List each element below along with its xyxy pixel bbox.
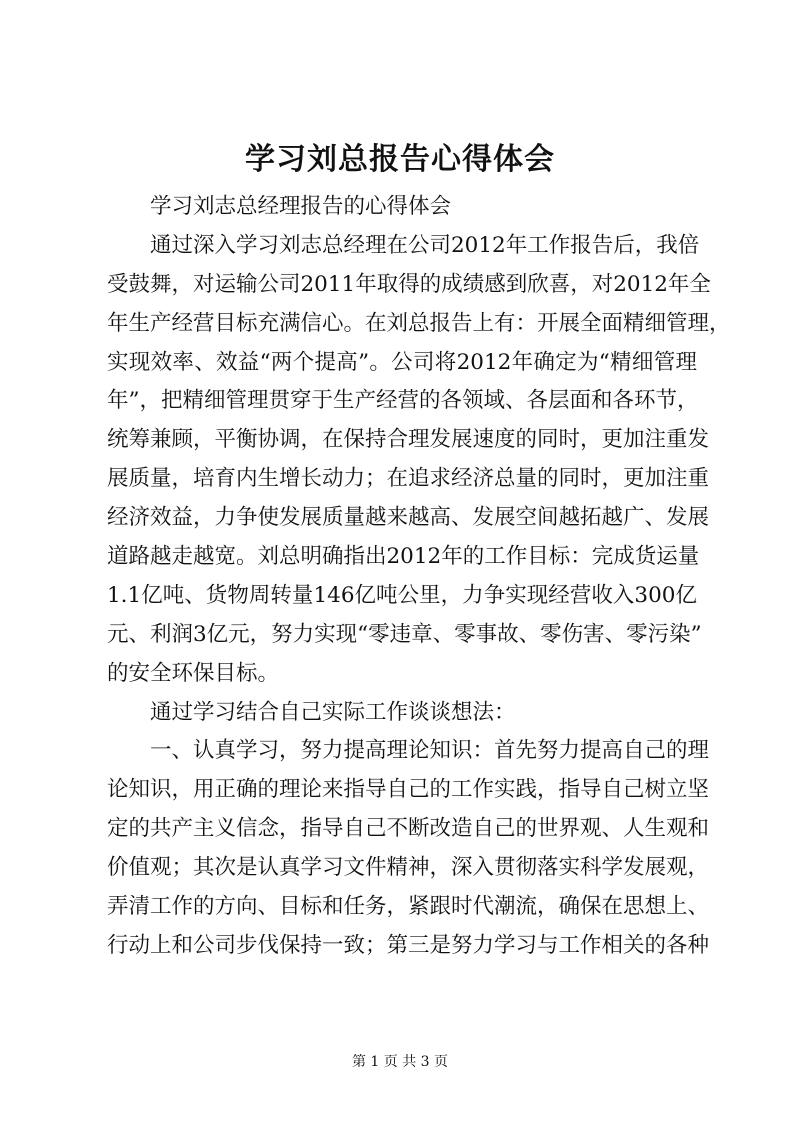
paragraph-line: 通过深入学习刘志总经理在公司2012年工作报告后，我倍 bbox=[150, 232, 700, 258]
paragraph-line: 论知识，用正确的理论来指导自己的工作实践，指导自己树立坚 bbox=[107, 777, 710, 803]
paragraph-line: 一、认真学习，努力提高理论知识：首先努力提高自己的理 bbox=[150, 738, 710, 764]
paragraph-line: 实现效率、效益“两个提高”。公司将2012年确定为“精细管理 bbox=[107, 349, 697, 375]
paragraph-line: 价值观；其次是认真学习文件精神，深入贯彻落实科学发展观， bbox=[107, 855, 710, 881]
paragraph-line: 弄清工作的方向、目标和任务，紧跟时代潮流，确保在思想上、 bbox=[107, 894, 710, 920]
paragraph-line: 展质量，培育内生增长动力；在追求经济总量的同时，更加注重 bbox=[107, 466, 710, 492]
paragraph-line: 年”，把精细管理贯穿于生产经营的各领域、各层面和各环节， bbox=[107, 388, 699, 414]
document-body bbox=[107, 188, 731, 966]
paragraph-line: 的安全环保目标。 bbox=[107, 660, 280, 686]
page-footer: 第 1 页 共 3 页 bbox=[351, 1054, 449, 1070]
document-title: 学习刘总报告心得体会 bbox=[245, 142, 555, 177]
paragraph-line: 行动上和公司步伐保持一致；第三是努力学习与工作相关的各种 bbox=[107, 932, 710, 958]
paragraph-line: 定的共产主义信念，指导自己不断改造自己的世界观、人生观和 bbox=[107, 816, 710, 842]
paragraph-line: 1.1亿吨、货物周转量146亿吨公里，力争实现经营收入300亿 bbox=[107, 582, 697, 608]
subtitle-line: 学习刘志总经理报告的心得体会 bbox=[150, 194, 452, 219]
paragraph-line: 道路越走越宽。刘总明确指出2012年的工作目标：完成货运量 bbox=[107, 544, 700, 570]
paragraph-line: 年生产经营目标充满信心。在刘总报告上有：开展全面精细管理， bbox=[107, 310, 731, 336]
paragraph-line: 元、利润3亿元，努力实现“零违章、零事故、零伤害、零污染” bbox=[107, 621, 702, 647]
paragraph-line: 受鼓舞，对运输公司2011年取得的成绩感到欣喜，对2012年全 bbox=[107, 271, 711, 297]
paragraph-line: 经济效益，力争使发展质量越来越高、发展空间越拓越广、发展 bbox=[107, 505, 710, 531]
paragraph-line: 统筹兼顾，平衡协调，在保持合理发展速度的同时，更加注重发 bbox=[107, 427, 710, 453]
paragraph-line: 通过学习结合自己实际工作谈谈想法： bbox=[150, 699, 516, 725]
